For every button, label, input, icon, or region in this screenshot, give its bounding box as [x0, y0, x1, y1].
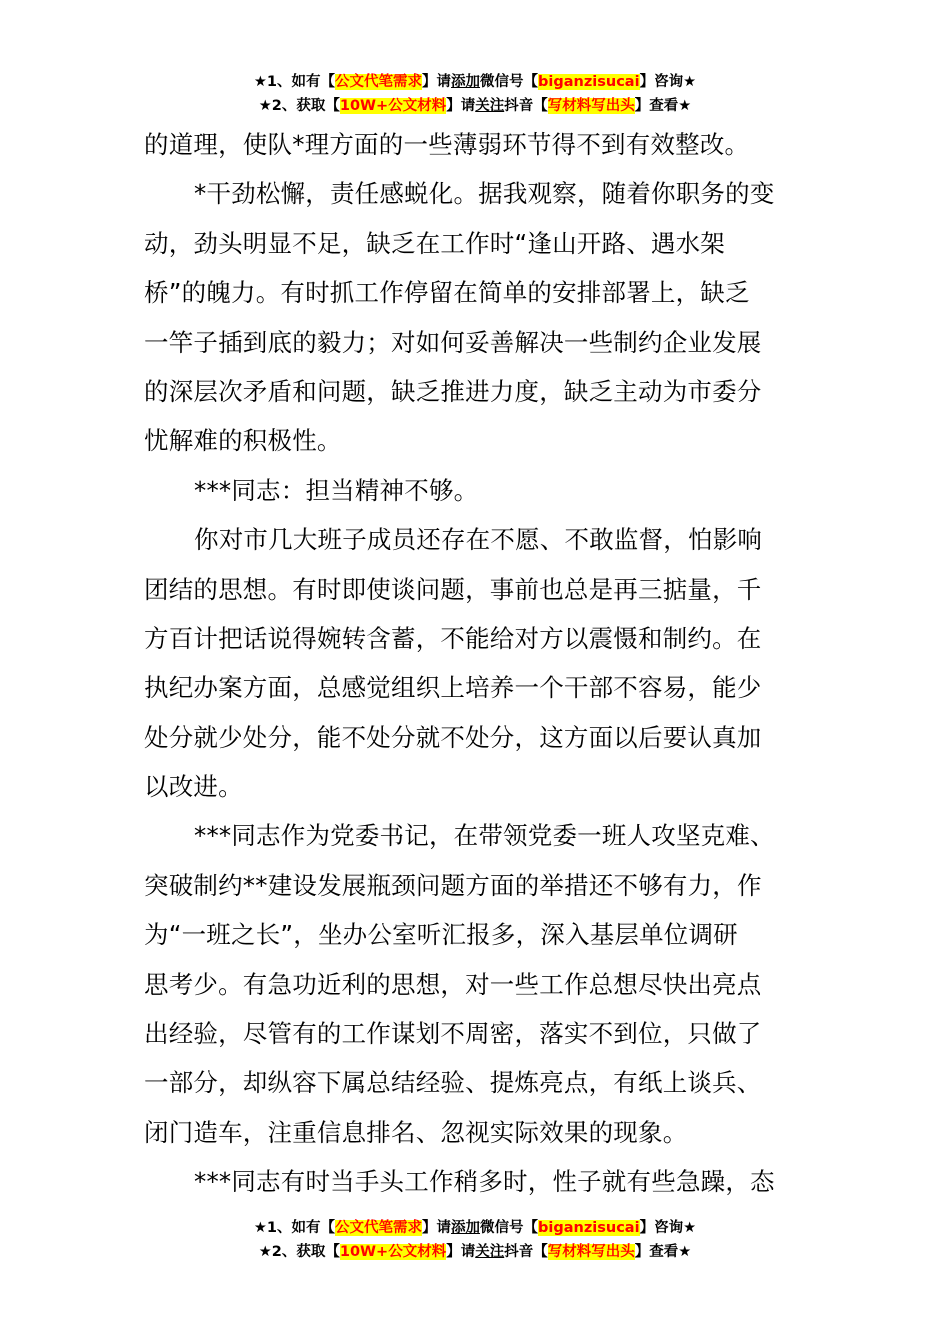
body-line: 一部分，却纵容下属总结经验、提炼亮点，有纸上谈兵、: [144, 1068, 762, 1098]
body-line: 的深层次矛盾和问题，缺乏推进力度，缺乏主动为市委分: [144, 376, 762, 406]
banner-highlight-wechat-id: biganzisucai: [538, 1220, 640, 1236]
banner-highlight-wechat-id: biganzisucai: [538, 74, 640, 90]
body-line: 的道理，使队*理方面的一些薄弱环节得不到有效整改。: [144, 130, 750, 159]
banner-line-2: ★2、获取【10W+公文材料】请关注抖音【写材料写出头】查看★: [258, 1244, 692, 1260]
body-line: *干劲松懈，责任感蜕化。据我观察，随着你职务的变: [194, 179, 775, 209]
body-line: 动，劲头明显不足，缺乏在工作时“逢山开路、遇水架: [144, 228, 725, 258]
body-line: 方百计把话说得婉转含蓄，不能给对方以震慑和制约。在: [144, 623, 762, 653]
section-heading: ***同志：担当精神不够。: [194, 475, 479, 505]
banner-highlight-douyin: 写材料写出头: [547, 1244, 635, 1260]
banner-highlight-materials: 10W+公文材料: [339, 1244, 447, 1260]
banner-highlight-douyin: 写材料写出头: [547, 98, 635, 114]
banner-line-1: ★1、如有【公文代笔需求】请添加微信号【biganzisucai】咨询★: [253, 74, 697, 90]
body-line: 桥”的魄力。有时抓工作停留在简单的安排部署上，缺乏: [144, 278, 750, 308]
body-line: 执纪办案方面，总感觉组织上培养一个干部不容易，能少: [144, 673, 762, 703]
body-line: 闭门造车，注重信息排名、忽视实际效果的现象。: [144, 1117, 688, 1147]
body-line: ***同志作为党委书记，在带领党委一班人攻坚克难、: [194, 821, 775, 851]
body-line: 你对市几大班子成员还存在不愿、不敢监督，怕影响: [194, 525, 763, 555]
body-line: 突破制约**建设发展瓶颈问题方面的举措还不够有力，作: [144, 870, 762, 900]
banner-highlight-materials: 10W+公文材料: [339, 98, 447, 114]
body-line: 团结的思想。有时即使谈问题，事前也总是再三掂量，千: [144, 574, 762, 604]
banner-line-1: ★1、如有【公文代笔需求】请添加微信号【biganzisucai】咨询★: [253, 1220, 697, 1236]
body-line: ***同志有时当手头工作稍多时，性子就有些急躁，态: [194, 1167, 775, 1197]
body-line: 处分就少处分，能不处分就不处分，这方面以后要认真加: [144, 722, 762, 752]
header-banner: [0, 70, 950, 118]
body-line: 出经验，尽管有的工作谋划不周密，落实不到位，只做了: [144, 1019, 762, 1049]
document-body: [144, 120, 808, 1207]
body-line: 思考少。有急功近利的思想，对一些工作总想尽快出亮点: [144, 969, 762, 999]
body-line: 忧解难的积极性。: [144, 426, 342, 456]
banner-highlight-service: 公文代笔需求: [335, 1220, 423, 1236]
footer-banner: [0, 1216, 950, 1264]
body-line: 一竿子插到底的毅力；对如何妥善解决一些制约企业发展: [144, 327, 762, 357]
banner-highlight-service: 公文代笔需求: [335, 74, 423, 90]
banner-line-2: ★2、获取【10W+公文材料】请关注抖音【写材料写出头】查看★: [258, 98, 692, 114]
body-line: 以改进。: [144, 772, 243, 802]
body-line: 为“一班之长”，坐办公室听汇报多，深入基层单位调研: [144, 920, 738, 950]
